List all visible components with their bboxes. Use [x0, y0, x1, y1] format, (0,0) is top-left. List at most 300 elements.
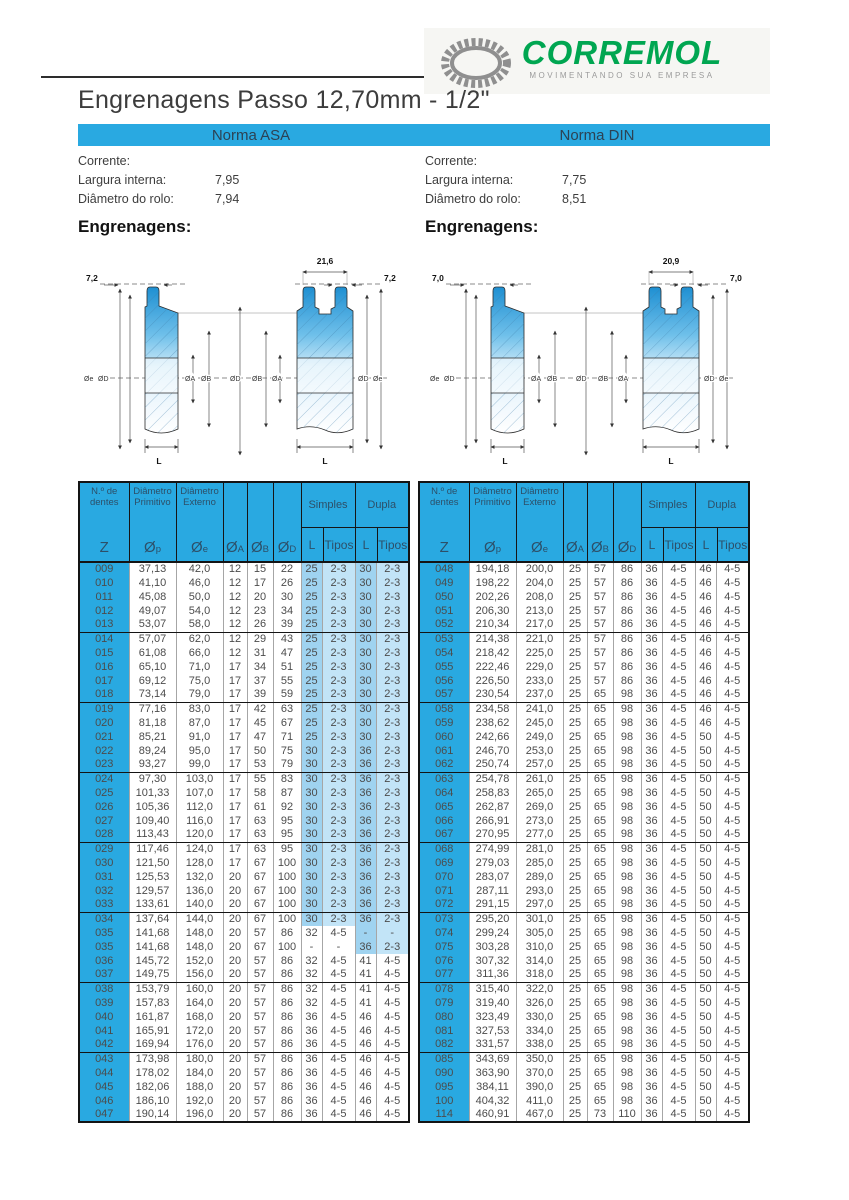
table-cell: 46 [695, 688, 716, 702]
table-cell: 311,36 [469, 968, 516, 982]
table-cell: 113,43 [129, 828, 176, 842]
table-cell: 4-5 [322, 1052, 355, 1066]
table-cell: 4-5 [716, 954, 749, 968]
table-cell: 25 [563, 800, 587, 814]
table-row [419, 800, 749, 814]
table-cell: 30 [355, 674, 376, 688]
table-row [419, 786, 749, 800]
table-cell: 20 [223, 1024, 247, 1038]
table-cell: 25 [301, 702, 322, 716]
table-cell: 129,57 [129, 884, 176, 898]
table-cell: 98 [613, 1066, 641, 1080]
table-cell: 36 [641, 1108, 662, 1122]
table-cell: 36 [641, 1010, 662, 1024]
table-row [419, 968, 749, 982]
column-group-header [641, 482, 695, 562]
table-cell: 86 [273, 1108, 301, 1122]
table-cell: 57 [587, 590, 613, 604]
table-cell: 57 [247, 982, 273, 996]
table-cell: 69,12 [129, 674, 176, 688]
table-cell: 020 [79, 716, 129, 730]
table-cell: 36 [641, 744, 662, 758]
table-cell: 45,08 [129, 590, 176, 604]
table-cell: 245,0 [516, 716, 563, 730]
table-cell: 046 [79, 1094, 129, 1108]
column-header [469, 482, 516, 562]
table-cell: 30 [355, 604, 376, 618]
table-cell: 25 [563, 1066, 587, 1080]
table-cell: 32 [301, 982, 322, 996]
table-cell: 2-3 [322, 856, 355, 870]
table-row [79, 702, 409, 716]
table-cell: 035 [79, 940, 129, 954]
table-cell: 2-3 [322, 674, 355, 688]
table-cell: 2-3 [376, 856, 409, 870]
table-cell: 98 [613, 926, 641, 940]
table-cell: 50 [695, 870, 716, 884]
table-cell: 4-5 [716, 870, 749, 884]
table-cell: 17 [223, 828, 247, 842]
table-cell: 4-5 [662, 1052, 695, 1066]
column-header [176, 482, 223, 562]
table-cell: 63 [247, 828, 273, 842]
table-cell: 225,0 [516, 646, 563, 660]
table-cell: 30 [301, 884, 322, 898]
table-cell: 65 [587, 1080, 613, 1094]
table-cell: 073 [419, 912, 469, 926]
table-cell: 4-5 [662, 1038, 695, 1052]
table-cell: 2-3 [376, 870, 409, 884]
table-cell: 221,0 [516, 632, 563, 646]
table-cell: 36 [641, 730, 662, 744]
table-cell: 98 [613, 716, 641, 730]
table-cell: 36 [641, 996, 662, 1010]
table-cell: 4-5 [716, 1066, 749, 1080]
table-cell: 2-3 [322, 912, 355, 926]
table-cell: 107,0 [176, 786, 223, 800]
table-cell: 30 [301, 898, 322, 912]
table-cell: 65 [587, 982, 613, 996]
table-cell: 25 [563, 716, 587, 730]
table-cell: 25 [563, 702, 587, 716]
table-cell: 98 [613, 968, 641, 982]
table-row [419, 1080, 749, 1094]
table-row [79, 604, 409, 618]
table-cell: 57 [247, 1024, 273, 1038]
table-cell: 81,18 [129, 716, 176, 730]
table-cell: 164,0 [176, 996, 223, 1010]
table-cell: 4-5 [662, 744, 695, 758]
dim-label-l: L [322, 456, 328, 466]
table-row [419, 646, 749, 660]
table-cell: 257,0 [516, 758, 563, 772]
table-cell: 57 [587, 646, 613, 660]
table-cell: 98 [613, 688, 641, 702]
table-cell: 57 [587, 674, 613, 688]
table-cell: 2-3 [322, 576, 355, 590]
table-cell: 178,02 [129, 1066, 176, 1080]
table-cell: 4-5 [716, 842, 749, 856]
table-cell: 030 [79, 856, 129, 870]
sprocket-table-asa [78, 481, 410, 1123]
table-cell: 50 [695, 1010, 716, 1024]
table-cell: 249,0 [516, 730, 563, 744]
table-cell: 98 [613, 1052, 641, 1066]
table-cell: 36 [641, 1024, 662, 1038]
table-row [419, 814, 749, 828]
table-cell: 39 [273, 618, 301, 632]
table-cell: 4-5 [322, 1038, 355, 1052]
table-cell: 50 [695, 772, 716, 786]
table-cell: 36 [355, 786, 376, 800]
table-cell: 65 [587, 898, 613, 912]
table-cell: 293,0 [516, 884, 563, 898]
table-cell: 2-3 [322, 632, 355, 646]
table-cell: 30 [301, 912, 322, 926]
table-cell: 98 [613, 702, 641, 716]
table-cell: 062 [419, 758, 469, 772]
table-cell: 86 [273, 1010, 301, 1024]
table-cell: 46 [695, 702, 716, 716]
table-row [79, 1094, 409, 1108]
dim-tooth-width-2: 7,0 [730, 273, 742, 283]
table-cell: 331,57 [469, 1038, 516, 1052]
table-cell: 4-5 [716, 688, 749, 702]
group-label: Dupla [696, 483, 749, 528]
table-cell: 50 [695, 898, 716, 912]
table-row [419, 590, 749, 604]
table-cell: 4-5 [716, 1108, 749, 1122]
table-row [79, 758, 409, 772]
table-cell: 019 [79, 702, 129, 716]
table-row [79, 660, 409, 674]
table-cell: 2-3 [322, 842, 355, 856]
table-cell: 62,0 [176, 632, 223, 646]
table-cell: 30 [355, 702, 376, 716]
table-row [419, 996, 749, 1010]
table-cell: 334,0 [516, 1024, 563, 1038]
table-cell: 59 [273, 688, 301, 702]
table-cell: 25 [563, 912, 587, 926]
table-cell: 168,0 [176, 1010, 223, 1024]
dim-label-ob: ØB [252, 376, 263, 383]
table-cell: 4-5 [376, 1066, 409, 1080]
table-cell: 98 [613, 1010, 641, 1024]
table-cell: 17 [223, 772, 247, 786]
table-cell: 41 [355, 954, 376, 968]
table-cell: 36 [641, 576, 662, 590]
table-cell: 117,46 [129, 842, 176, 856]
table-cell: 4-5 [662, 800, 695, 814]
table-cell: 4-5 [716, 758, 749, 772]
table-cell: 25 [301, 688, 322, 702]
table-cell: 2-3 [322, 870, 355, 884]
table-cell: 46 [355, 1094, 376, 1108]
table-cell: 17 [223, 814, 247, 828]
table-cell: 266,91 [469, 814, 516, 828]
table-cell: 234,58 [469, 702, 516, 716]
table-cell: 86 [273, 1052, 301, 1066]
table-cell: 4-5 [716, 1038, 749, 1052]
table-row [79, 1038, 409, 1052]
column-symbol: ØB [590, 539, 609, 556]
table-cell: 4-5 [716, 702, 749, 716]
table-row [419, 688, 749, 702]
table-cell: 149,75 [129, 968, 176, 982]
table-row [79, 744, 409, 758]
dim-label-od: ØD [704, 376, 715, 383]
table-cell: 25 [563, 1094, 587, 1108]
table-row [419, 702, 749, 716]
table-cell: 36 [301, 1080, 322, 1094]
table-cell: 081 [419, 1024, 469, 1038]
table-cell: 157,83 [129, 996, 176, 1010]
table-cell: 20 [223, 870, 247, 884]
table-cell: 25 [563, 954, 587, 968]
table-cell: 4-5 [716, 884, 749, 898]
column-symbol: Z [99, 539, 109, 556]
table-row [419, 1052, 749, 1066]
column-group-header [355, 482, 409, 562]
table-cell: 2-3 [376, 828, 409, 842]
table-cell: 25 [301, 660, 322, 674]
table-cell: 4-5 [662, 702, 695, 716]
table-cell: 180,0 [176, 1052, 223, 1066]
table-cell: 2-3 [376, 884, 409, 898]
table-cell: 4-5 [662, 814, 695, 828]
table-cell: 25 [563, 562, 587, 576]
table-cell: 20 [223, 884, 247, 898]
table-cell: 037 [79, 968, 129, 982]
table-cell: 15 [247, 562, 273, 576]
table-cell: 055 [419, 660, 469, 674]
column-header [247, 482, 273, 562]
table-cell: 4-5 [662, 954, 695, 968]
table-cell: 031 [79, 870, 129, 884]
table-cell: 110 [613, 1108, 641, 1122]
table-cell: 36 [641, 786, 662, 800]
table-cell: 36 [641, 1066, 662, 1080]
table-cell: 045 [79, 1080, 129, 1094]
table-cell: 4-5 [322, 982, 355, 996]
table-cell: 4-5 [662, 688, 695, 702]
table-cell: 048 [419, 562, 469, 576]
subcolumn-tipos: Tipos [323, 528, 355, 561]
table-cell: 36 [301, 1052, 322, 1066]
table-cell: 411,0 [516, 1094, 563, 1108]
table-cell: 30 [355, 562, 376, 576]
table-cell: 161,87 [129, 1010, 176, 1024]
subcolumn-tipos: Tipos [663, 528, 695, 561]
table-cell: 87 [273, 786, 301, 800]
table-cell: 50 [695, 1024, 716, 1038]
table-cell: 46 [355, 1052, 376, 1066]
table-cell: 46 [695, 576, 716, 590]
table-cell: 039 [79, 996, 129, 1010]
table-cell: 4-5 [376, 968, 409, 982]
table-cell: 038 [79, 982, 129, 996]
table-cell: 012 [79, 604, 129, 618]
table-cell: 12 [223, 618, 247, 632]
table-cell: 50 [695, 828, 716, 842]
table-cell: 57 [587, 562, 613, 576]
table-cell: 2-3 [322, 800, 355, 814]
table-cell: 237,0 [516, 688, 563, 702]
table-cell: 198,22 [469, 576, 516, 590]
table-cell: 281,0 [516, 842, 563, 856]
table-cell: 017 [79, 674, 129, 688]
table-cell: 4-5 [322, 926, 355, 940]
table-cell: 100 [273, 912, 301, 926]
table-cell: 34 [247, 660, 273, 674]
table-cell: 57 [247, 1066, 273, 1080]
table-cell: 42 [247, 702, 273, 716]
table-cell: 078 [419, 982, 469, 996]
table-cell: 36 [301, 1066, 322, 1080]
table-cell: 4-5 [662, 716, 695, 730]
corrente-label: Corrente: [425, 153, 478, 168]
table-cell: 2-3 [376, 660, 409, 674]
table-cell: 65 [587, 772, 613, 786]
table-row [419, 856, 749, 870]
table-cell: 25 [563, 996, 587, 1010]
table-cell: 242,66 [469, 730, 516, 744]
table-cell: 153,79 [129, 982, 176, 996]
table-cell: 30 [301, 814, 322, 828]
table-cell: 25 [563, 576, 587, 590]
table-cell: 46 [355, 1066, 376, 1080]
table-cell: 36 [355, 940, 376, 954]
table-cell: 4-5 [716, 786, 749, 800]
largura-value: 7,75 [562, 172, 587, 187]
subcolumn-tipos: Tipos [717, 528, 749, 561]
table-cell: 218,42 [469, 646, 516, 660]
table-cell: 283,07 [469, 870, 516, 884]
table-cell: 65 [587, 800, 613, 814]
norma-asa-label: Norma ASA [211, 126, 291, 144]
table-row [79, 716, 409, 730]
table-cell: 4-5 [716, 1010, 749, 1024]
table-cell: 30 [355, 688, 376, 702]
table-cell: 4-5 [376, 1108, 409, 1122]
table-cell: 36 [355, 884, 376, 898]
table-cell: 25 [563, 674, 587, 688]
table-cell: 30 [301, 828, 322, 842]
table-cell: 2-3 [376, 702, 409, 716]
table-cell: 2-3 [376, 772, 409, 786]
table-cell: 57 [247, 1038, 273, 1052]
table-cell: 25 [563, 688, 587, 702]
table-cell: 145,72 [129, 954, 176, 968]
table-cell: 213,0 [516, 604, 563, 618]
table-cell: 41,10 [129, 576, 176, 590]
table-cell: 068 [419, 842, 469, 856]
table-row [419, 744, 749, 758]
table-cell: 285,0 [516, 856, 563, 870]
table-cell: 50 [695, 1080, 716, 1094]
table-cell: 50 [695, 814, 716, 828]
table-cell: 65 [587, 786, 613, 800]
table-row [419, 1038, 749, 1052]
table-row [79, 800, 409, 814]
table-cell: 86 [273, 1080, 301, 1094]
table-cell: 22 [273, 562, 301, 576]
table-row [79, 576, 409, 590]
table-cell: 032 [79, 884, 129, 898]
column-header-label: N.º de dentes [89, 486, 119, 508]
table-cell: 2-3 [376, 730, 409, 744]
table-cell: 4-5 [716, 814, 749, 828]
table-cell: 25 [563, 632, 587, 646]
table-cell: 20 [223, 940, 247, 954]
table-cell: 2-3 [376, 898, 409, 912]
table-cell: 173,98 [129, 1052, 176, 1066]
table-cell: 2-3 [322, 814, 355, 828]
table-cell: 30 [355, 716, 376, 730]
table-cell: 65 [587, 912, 613, 926]
table-cell: 258,83 [469, 786, 516, 800]
table-cell: 2-3 [322, 898, 355, 912]
table-cell: 20 [223, 982, 247, 996]
table-cell: 2-3 [322, 688, 355, 702]
table-cell: 98 [613, 730, 641, 744]
table-cell: 26 [273, 576, 301, 590]
table-cell: 67 [247, 940, 273, 954]
table-cell: 36 [301, 1010, 322, 1024]
table-cell: 4-5 [716, 730, 749, 744]
table-cell: 101,33 [129, 786, 176, 800]
table-cell: 50 [695, 1052, 716, 1066]
table-cell: 274,99 [469, 842, 516, 856]
table-cell: 17 [247, 576, 273, 590]
table-cell: 98 [613, 884, 641, 898]
table-cell: 36 [301, 1038, 322, 1052]
table-cell: 4-5 [322, 1108, 355, 1122]
dim-label-ob: ØB [201, 376, 212, 383]
table-cell: 4-5 [662, 1024, 695, 1038]
table-cell: 47 [273, 646, 301, 660]
table-cell: 86 [273, 1024, 301, 1038]
table-cell: 30 [355, 632, 376, 646]
table-cell: 25 [563, 730, 587, 744]
table-cell: 25 [563, 1024, 587, 1038]
table-cell: 20 [223, 1010, 247, 1024]
table-cell: 024 [79, 772, 129, 786]
table-cell: 390,0 [516, 1080, 563, 1094]
table-cell: 46,0 [176, 576, 223, 590]
table-cell: 12 [223, 590, 247, 604]
table-cell: 182,06 [129, 1080, 176, 1094]
table-cell: 384,11 [469, 1080, 516, 1094]
table-row [419, 730, 749, 744]
table-cell: 50 [695, 786, 716, 800]
table-cell: 98 [613, 828, 641, 842]
table-cell: 4-5 [662, 912, 695, 926]
table-cell: 2-3 [376, 604, 409, 618]
table-cell: 2-3 [376, 912, 409, 926]
table-cell: 4-5 [716, 604, 749, 618]
table-cell: 36 [355, 772, 376, 786]
table-cell: 287,11 [469, 884, 516, 898]
table-cell: 12 [223, 646, 247, 660]
table-cell: 65 [587, 1010, 613, 1024]
table-cell: 4-5 [716, 1024, 749, 1038]
table-cell: 36 [301, 1024, 322, 1038]
table-row [419, 884, 749, 898]
table-cell: 57 [247, 1094, 273, 1108]
table-cell: 25 [301, 632, 322, 646]
table-cell: 57 [587, 576, 613, 590]
